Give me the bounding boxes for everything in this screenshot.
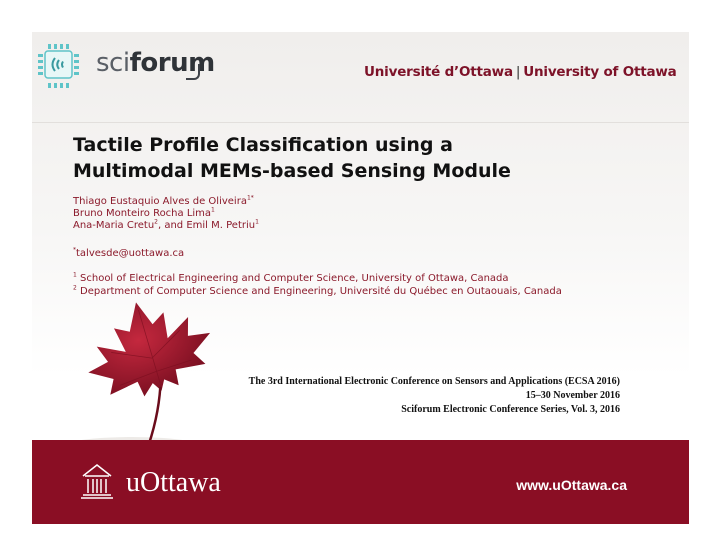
header-divider xyxy=(32,122,689,123)
contact-email: *talvesde@uottawa.ca xyxy=(73,246,185,259)
conference-dates: 15–30 November 2016 xyxy=(525,390,620,401)
slide xyxy=(32,32,689,524)
sciforum-logo-hook xyxy=(186,64,200,80)
university-name xyxy=(364,64,677,80)
footer-banner xyxy=(32,440,689,524)
paper-title: Tactile Profile Classification using a Multimodal MEMs-based Sensing Module xyxy=(73,134,511,182)
university-name-fr: Université d’Ottawa xyxy=(364,64,513,80)
author-item: Ana-Maria Cretu$^2$, and Emil M. Petriu$^1$ xyxy=(73,218,259,231)
author-item: Thiago Eustaquio Alves de Oliveira$^{1*}$ xyxy=(73,194,254,207)
author-item: Bruno Monteiro Rocha Lima$^1$ xyxy=(73,206,215,219)
conference-name: The 3rd International Electronic Conference on Sensors and Applications (ECSA 2016) xyxy=(248,376,620,387)
university-name-en: University of Ottawa xyxy=(523,64,677,80)
sciforum-chip-icon xyxy=(38,44,82,88)
uottawa-building-icon xyxy=(80,462,114,500)
author-list xyxy=(73,196,259,232)
affiliation-item: $^1$ School of Electrical Engineering and Computer Science, University of Ottawa, Canada xyxy=(73,271,509,284)
university-separator: | xyxy=(515,64,521,80)
conference-series: Sciforum Electronic Conference Series, Vol. 3, 2016 xyxy=(401,404,620,415)
affiliation-item: $^2$ Department of Computer Science and Engineering, Université du Québec en Outaouais, Canada xyxy=(73,284,562,297)
sciforum-logo: sciforum xyxy=(96,48,215,78)
conference-info xyxy=(249,375,620,417)
university-url: www.uOttawa.ca xyxy=(516,477,627,493)
uottawa-logo: uOttawa xyxy=(126,467,221,498)
